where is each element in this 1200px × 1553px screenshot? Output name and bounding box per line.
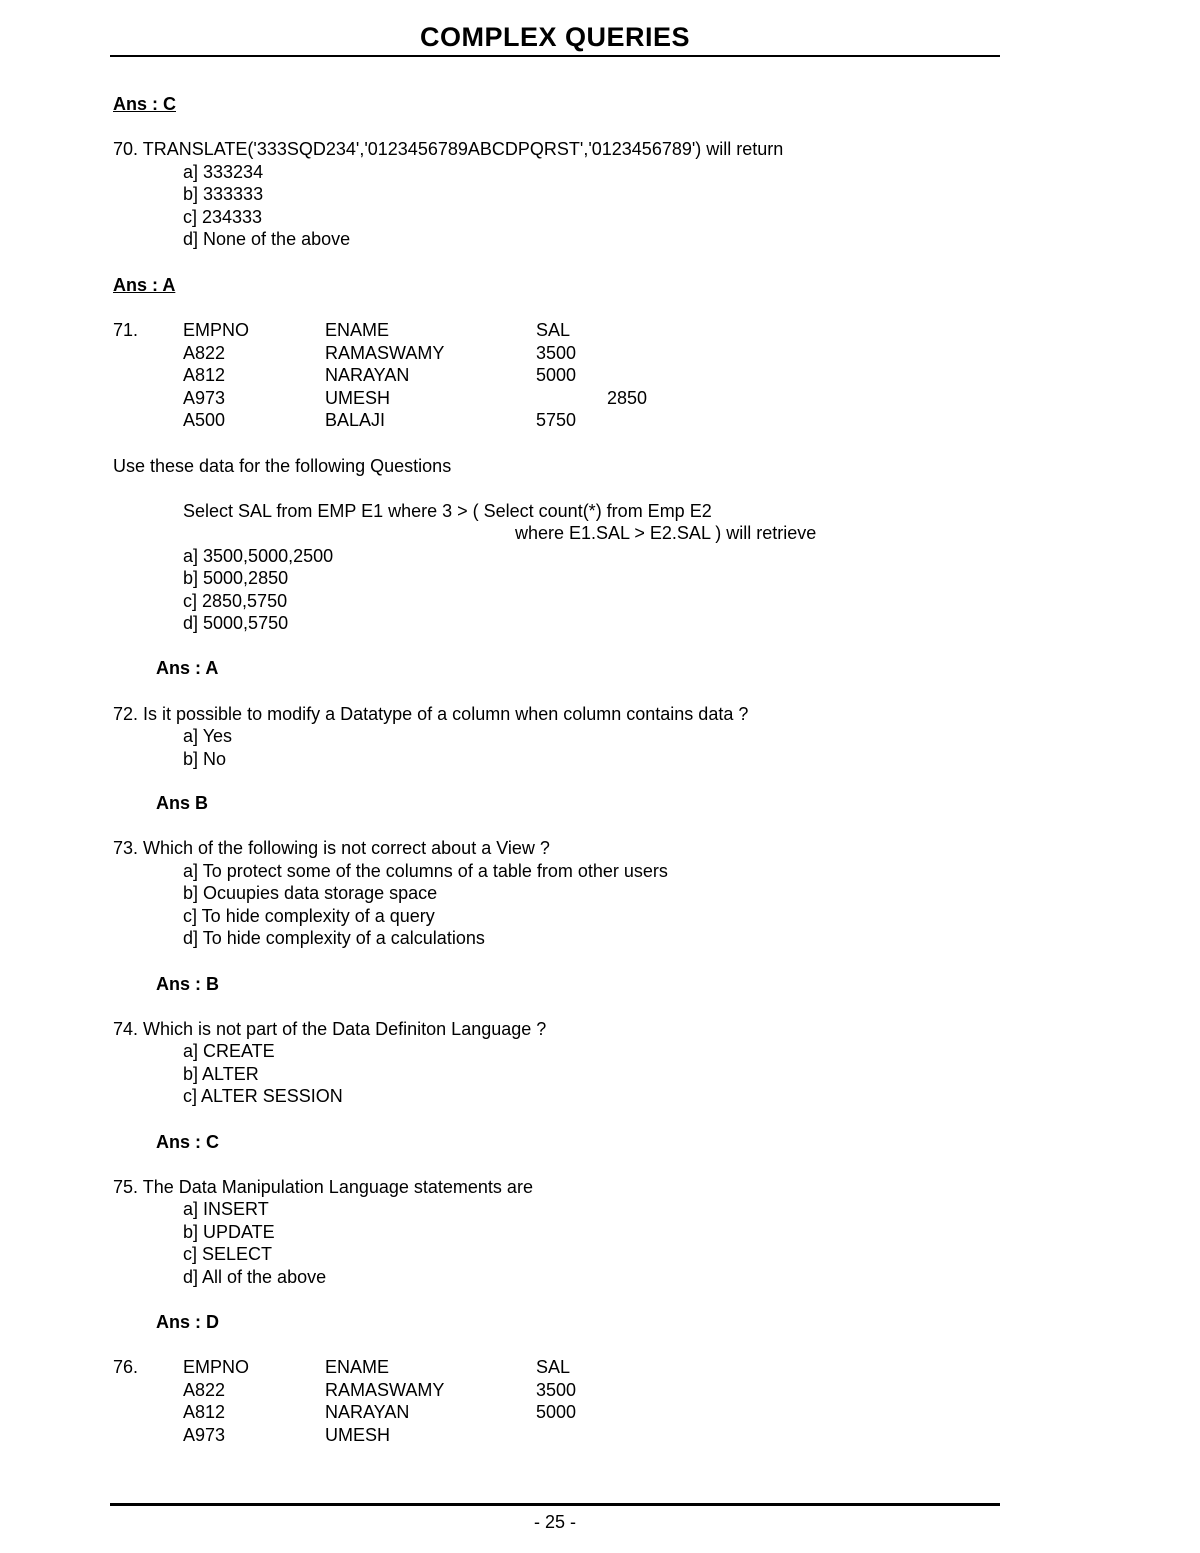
- question-71-number: 71.: [113, 320, 139, 340]
- query-text: where E1.SAL > E2.SAL ) will retrieve: [515, 523, 817, 543]
- answer-label: Ans : C: [156, 1132, 219, 1152]
- page-title: COMPLEX QUERIES: [419, 22, 691, 52]
- option-a: a] To protect some of the columns of a table from other users: [183, 861, 668, 881]
- question-71-intro: Use these data for the following Questions: [113, 456, 452, 476]
- table-header-sal: SAL: [536, 1357, 571, 1377]
- option-d: d] 5000,5750: [183, 613, 289, 633]
- question-70: 70. TRANSLATE('333SQD234','0123456789ABCDPQRST','0123456789') will return: [113, 139, 784, 159]
- option-b: b] UPDATE: [183, 1222, 275, 1242]
- table-cell: RAMASWAMY: [325, 343, 445, 363]
- question-75: 75. The Data Manipulation Language statements are: [113, 1177, 533, 1197]
- table-cell: NARAYAN: [325, 1402, 410, 1422]
- table-cell: A500: [183, 410, 226, 430]
- question-76-number: 76.: [113, 1357, 139, 1377]
- option-a: a] Yes: [183, 726, 233, 746]
- option-d: d] To hide complexity of a calculations: [183, 928, 485, 948]
- option-c: c] SELECT: [183, 1244, 273, 1264]
- table-cell: A812: [183, 365, 226, 385]
- answer-label: Ans : B: [156, 974, 219, 994]
- footer-rule: [110, 1503, 1000, 1506]
- table-cell: A812: [183, 1402, 226, 1422]
- table-cell: UMESH: [325, 1425, 391, 1445]
- answer-label: Ans : A: [156, 658, 219, 678]
- table-cell: UMESH: [325, 388, 391, 408]
- option-b: b] No: [183, 749, 227, 769]
- table-cell: RAMASWAMY: [325, 1380, 445, 1400]
- answer-label: Ans : D: [156, 1312, 219, 1332]
- option-a: a] INSERT: [183, 1199, 269, 1219]
- table-cell: 5000: [536, 1402, 577, 1422]
- question-72: 72. Is it possible to modify a Datatype of a column when column contains data ?: [113, 704, 749, 724]
- option-c: c] 2850,5750: [183, 591, 288, 611]
- question-73: 73. Which of the following is not correct about a View ?: [113, 838, 550, 858]
- table-header-sal: SAL: [536, 320, 571, 340]
- table-cell: 5750: [536, 410, 577, 430]
- answer-label: Ans : A: [113, 275, 176, 295]
- table-cell: BALAJI: [325, 410, 386, 430]
- table-cell: 5000: [536, 365, 577, 385]
- table-cell: A822: [183, 1380, 226, 1400]
- option-c: c] To hide complexity of a query: [183, 906, 435, 926]
- option-b: b] 333333: [183, 184, 264, 204]
- table-header-ename: ENAME: [325, 320, 390, 340]
- option-d: d] None of the above: [183, 229, 351, 249]
- table-cell: A973: [183, 1425, 226, 1445]
- option-a: a] 3500,5000,2500: [183, 546, 334, 566]
- option-d: d] All of the above: [183, 1267, 327, 1287]
- option-a: a] CREATE: [183, 1041, 275, 1061]
- answer-label: Ans B: [156, 793, 209, 813]
- query-text: Select SAL from EMP E1 where 3 > ( Select count(*) from Emp E2: [183, 501, 712, 521]
- table-header-empno: EMPNO: [183, 1357, 250, 1377]
- table-cell: NARAYAN: [325, 365, 410, 385]
- table-cell: 3500: [536, 1380, 577, 1400]
- option-a: a] 333234: [183, 162, 264, 182]
- option-b: b] ALTER: [183, 1064, 259, 1084]
- option-c: c] 234333: [183, 207, 263, 227]
- table-cell: 2850: [607, 388, 648, 408]
- table-header-empno: EMPNO: [183, 320, 250, 340]
- table-cell: A822: [183, 343, 226, 363]
- table-cell: 3500: [536, 343, 577, 363]
- option-c: c] ALTER SESSION: [183, 1086, 343, 1106]
- option-b: b] 5000,2850: [183, 568, 289, 588]
- option-b: b] Ocuupies data storage space: [183, 883, 438, 903]
- table-cell: A973: [183, 388, 226, 408]
- header-rule: [110, 55, 1000, 57]
- question-74: 74. Which is not part of the Data Definiton Language ?: [113, 1019, 547, 1039]
- answer-label: Ans : C: [113, 94, 176, 114]
- page-number: - 25 -: [533, 1512, 576, 1532]
- table-header-ename: ENAME: [325, 1357, 390, 1377]
